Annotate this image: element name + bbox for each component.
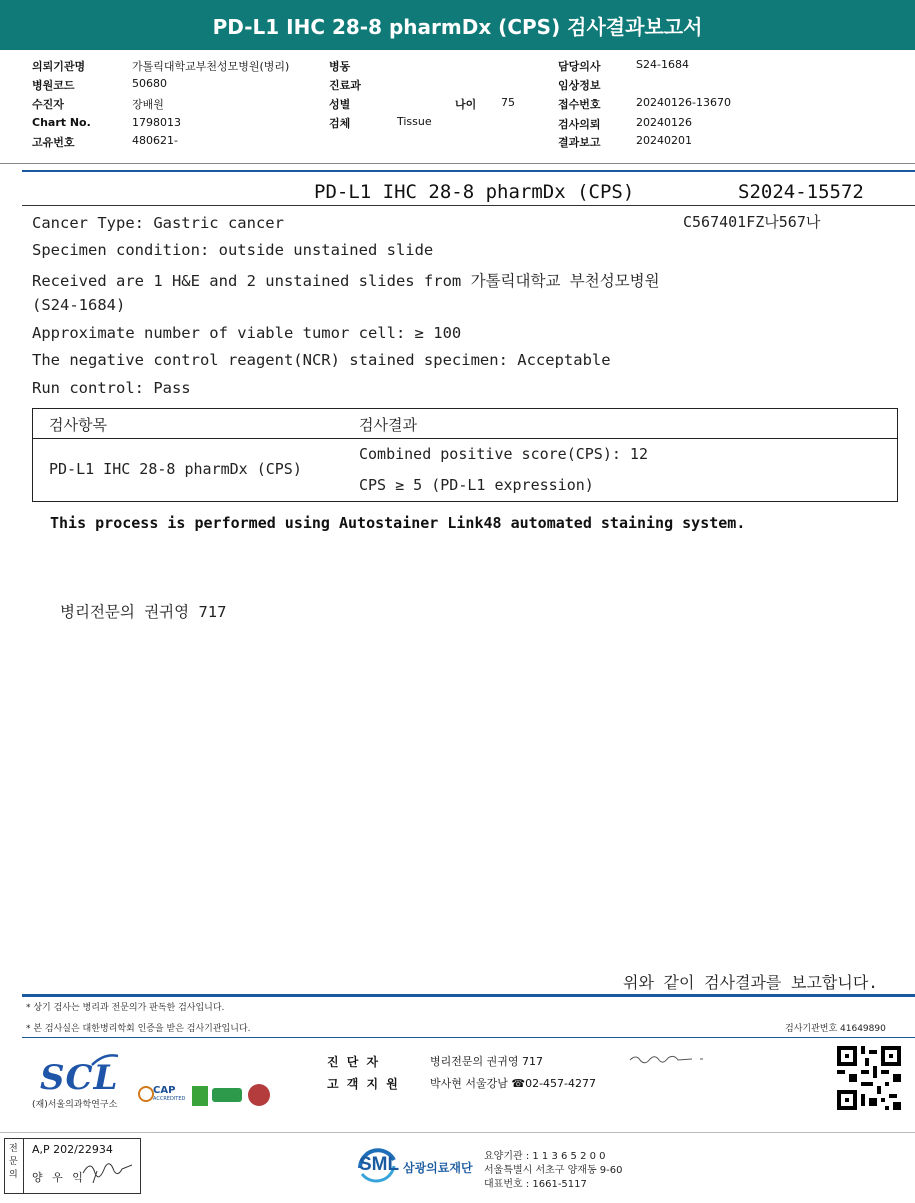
- header-label: 접수번호: [558, 98, 601, 111]
- col-header-result: 검사결과: [359, 416, 417, 434]
- specialist-license: A,P 202/22934: [32, 1143, 113, 1156]
- footer-note-2: * 본 검사실은 대한병리학회 인증을 받은 검사기관입니다.: [26, 1024, 251, 1034]
- header-label: 진료과: [329, 79, 361, 92]
- header-value: S24-1684: [636, 58, 689, 71]
- title-underline: [22, 205, 915, 206]
- header-value: 장배원: [132, 98, 164, 111]
- result-item: PD-L1 IHC 28-8 pharmDx (CPS): [49, 460, 302, 478]
- diagnostician-label: 진 단 자: [327, 1055, 381, 1069]
- sml-address: 서울특별시 서초구 양재동 9-60: [484, 1165, 623, 1176]
- case-number: S2024-15572: [738, 181, 864, 203]
- header-label: 담당의사: [558, 60, 601, 73]
- result-cps-score: Combined positive score(CPS): 12: [359, 445, 648, 463]
- institution-number: 검사기관번호 41649890: [785, 1024, 886, 1034]
- header-value: 20240126: [636, 116, 692, 129]
- header-label: 의뢰기관명: [32, 60, 86, 73]
- specialist-box: [4, 1138, 141, 1194]
- header-label: Chart No.: [32, 116, 91, 129]
- header-label: 결과보고: [558, 136, 601, 149]
- cert-mark-icon: [248, 1084, 270, 1106]
- cap-accredited-mark: CAP ACCREDITED: [138, 1086, 186, 1104]
- report-line-viable: Approximate number of viable tumor cell: ≥ 100: [32, 324, 462, 342]
- scl-logo: SCL: [40, 1058, 119, 1098]
- header-label: 검사의뢰: [558, 118, 601, 131]
- process-note: This process is performed using Autostainer Link48 automated staining system.: [50, 514, 746, 532]
- header-label: 병동: [329, 60, 351, 73]
- report-title-banner: [0, 0, 915, 50]
- pathologist-signature: [628, 1050, 723, 1068]
- header-right-block: [558, 58, 808, 158]
- header-value: 20240201: [636, 134, 692, 147]
- header-label: 나이: [455, 98, 477, 111]
- report-title: PD-L1 IHC 28-8 pharmDx (CPS) 검사결과보고서: [212, 14, 703, 39]
- header-value: 480621-: [132, 134, 178, 147]
- sml-phone: 대표번호 : 1661-5117: [484, 1179, 587, 1190]
- result-table: [32, 408, 898, 502]
- test-name-title: PD-L1 IHC 28-8 pharmDx (CPS): [314, 181, 635, 203]
- sml-foundation-name: 삼광의료재단: [403, 1161, 473, 1175]
- header-value: 75: [501, 96, 515, 109]
- cert-mark-icon: [192, 1086, 208, 1106]
- header-value: 1798013: [132, 116, 181, 129]
- customer-support-label: 고 객 지 원: [327, 1077, 400, 1091]
- scl-logo-swoosh-icon: [90, 1053, 120, 1067]
- header-label: 성별: [329, 98, 351, 111]
- pathologist-signature-line: 병리전문의 권귀영 717: [60, 603, 227, 621]
- result-table-header: [33, 409, 897, 439]
- page-bottom-divider: [0, 1132, 915, 1133]
- specialist-signature: [79, 1153, 137, 1187]
- result-cps-expression: CPS ≥ 5 (PD-L1 expression): [359, 476, 594, 494]
- header-divider: [0, 163, 915, 164]
- specialist-box-side-label: 전문의: [9, 1144, 18, 1180]
- report-line-ncr: The negative control reagent(NCR) stained specimen: Acceptable: [32, 351, 611, 369]
- header-value: 50680: [132, 77, 167, 90]
- cert-mark-icon: [212, 1088, 242, 1102]
- footer-note-1: * 상기 검사는 병리과 전문의가 판독한 검사입니다.: [26, 1003, 225, 1013]
- header-label: 임상정보: [558, 79, 601, 92]
- header-label: 고유번호: [32, 136, 75, 149]
- report-line-ref: (S24-1684): [32, 296, 126, 314]
- footer-divider: [22, 1037, 915, 1038]
- report-line-cancer-type: Cancer Type: Gastric cancer: [32, 214, 284, 232]
- header-label: 병원코드: [32, 79, 75, 92]
- customer-support-value: 박사현 서울강남 ☎02-457-4277: [430, 1077, 597, 1090]
- specimen-code: C567401FZ나567나: [683, 213, 821, 231]
- header-value: 가톨릭대학교부천성모병원(병리): [132, 60, 290, 73]
- diagnostician-value: 병리전문의 권귀영 717: [430, 1055, 543, 1068]
- header-mid-block: [329, 58, 529, 158]
- col-header-item: 검사항목: [49, 416, 107, 434]
- header-value: 20240126-13670: [636, 96, 731, 109]
- header-value: Tissue: [397, 115, 432, 128]
- cap-seal-icon: [138, 1086, 154, 1102]
- report-line-run-control: Run control: Pass: [32, 379, 191, 397]
- header-label: 수진자: [32, 98, 64, 111]
- header-label: 검체: [329, 117, 351, 130]
- report-top-rule: [22, 170, 915, 172]
- sml-provider-code: 요양기관 : 1 1 3 6 5 2 0 0: [484, 1151, 606, 1162]
- footer-top-rule: [22, 994, 915, 997]
- closing-statement: 위와 같이 검사결과를 보고합니다.: [623, 973, 878, 992]
- qr-code-icon: [837, 1046, 901, 1110]
- report-line-specimen: Specimen condition: outside unstained slide: [32, 241, 434, 259]
- specialist-name: 양 우 익: [32, 1171, 86, 1184]
- sml-logo: SML: [359, 1154, 400, 1175]
- header-left-block: [32, 58, 332, 158]
- scl-institute-name: (재)서울의과학연구소: [32, 1100, 118, 1110]
- report-line-received: Received are 1 H&E and 2 unstained slides from 가톨릭대학교 부천성모병원: [32, 272, 660, 290]
